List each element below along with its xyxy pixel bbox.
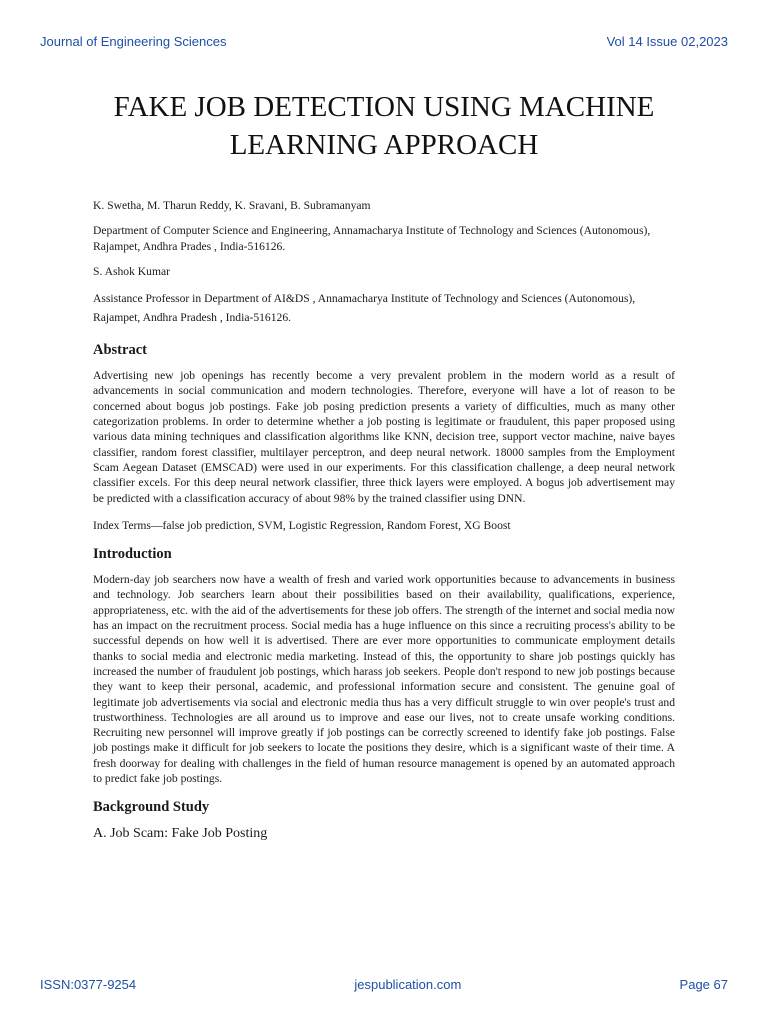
page-number: Page 67 (679, 976, 728, 992)
issn: ISSN:0377-9254 (40, 976, 137, 992)
primary-affiliation: Department of Computer Science and Engineering, Annamacharya Institute of Technology and Sciences (Autonomous), Rajampet, Andhra Prades , India-516126. (93, 224, 651, 253)
abstract-text: Advertising new job openings has recently become a very prevalent problem in the modern world as a result of advancements in social communication and modern technologies. Therefore, everyone will have a lot of reason to be concerned about bogus job postings. Fake job posing prediction presents a variety of difficulties, much as many other categorization problems. In order to determine whether a job posting is legitimate or fraudulent, this paper proposed using various data mining techniques and classification algorithms like KNN, decision tree, support vector machine, naive bayes classifier, random forest classifier, multilayer perceptron, and deep neural network. 18000 samples from the Employment Scam Aegean Dataset (EMSCAD) were used in our experiments. For this classification challenge, a deep neural network classifier excels. For this deep neural network classifier, three thick layers were employed. A bogus job advertisement may be predicted with a classification accuracy of about 98% by the trained classifier using DNN. (93, 369, 675, 505)
abstract-heading: Abstract (93, 342, 147, 359)
volume-issue: Vol 14 Issue 02,2023 (606, 33, 728, 49)
running-header (40, 32, 728, 50)
running-footer (40, 975, 728, 993)
journal-name: Journal of Engineering Sciences (40, 33, 227, 49)
paper-title: FAKE JOB DETECTION USING MACHINE LEARNING APPROACH (113, 91, 655, 161)
introduction-heading: Introduction (93, 546, 172, 563)
publisher-site: jespublication.com (354, 976, 462, 992)
introduction-text: Modern-day job searchers now have a wealth of fresh and varied work opportunities because to advancements in business and technology. Job searchers learn about their possibilities based on their availability, qualifications, experience, appropriateness, etc. with the aid of the advertisements for these job offers. The strength of the internet and social media now has an impact on the recruitment process. Social media has a huge influence on this since a recruiting process's ability to be successful depends on how well it is advertised. There are ever more opportunities to communicate employment details thanks to social media and electronic media marketing. Instead of this, the opportunity to share job postings quickly has increased the number of fraudulent job postings, which harass job seekers. People don't respond to new job postings because they want to keep their personal, academic, and professional information secure and consistent. The genuine goal of legitimate job advertisements via social and electronic media thus has a very difficult struggle to win over people's trust and trustworthiness. Technologies are all around us to improve and ease our lives, not to create unsafe working conditions. Recruiting new personnel will improve greatly if job postings can be correctly screened to identify fake job postings. False job postings make it difficult for job seekers to locate the positions they desire, which is a significant waste of their time. A fresh doorway for dealing with challenges in the field of human resource management is opened by an automated approach to predict fake job postings. (93, 573, 675, 786)
background-heading: Background Study (93, 799, 210, 816)
secondary-author: S. Ashok Kumar (93, 264, 170, 278)
primary-authors: K. Swetha, M. Tharun Reddy, K. Sravani, B. Subramanyam (93, 199, 371, 212)
secondary-affiliation: Assistance Professor in Department of AI&DS , Annamacharya Institute of Technology and Sciences (Autonomous), Rajampet, Andhra Pradesh , India-516126. (93, 292, 636, 325)
index-terms: Index Terms—false job prediction, SVM, Logistic Regression, Random Forest, XG Boost (93, 518, 511, 532)
paper-body (93, 198, 675, 843)
background-subheading: A. Job Scam: Fake Job Posting (93, 826, 268, 842)
